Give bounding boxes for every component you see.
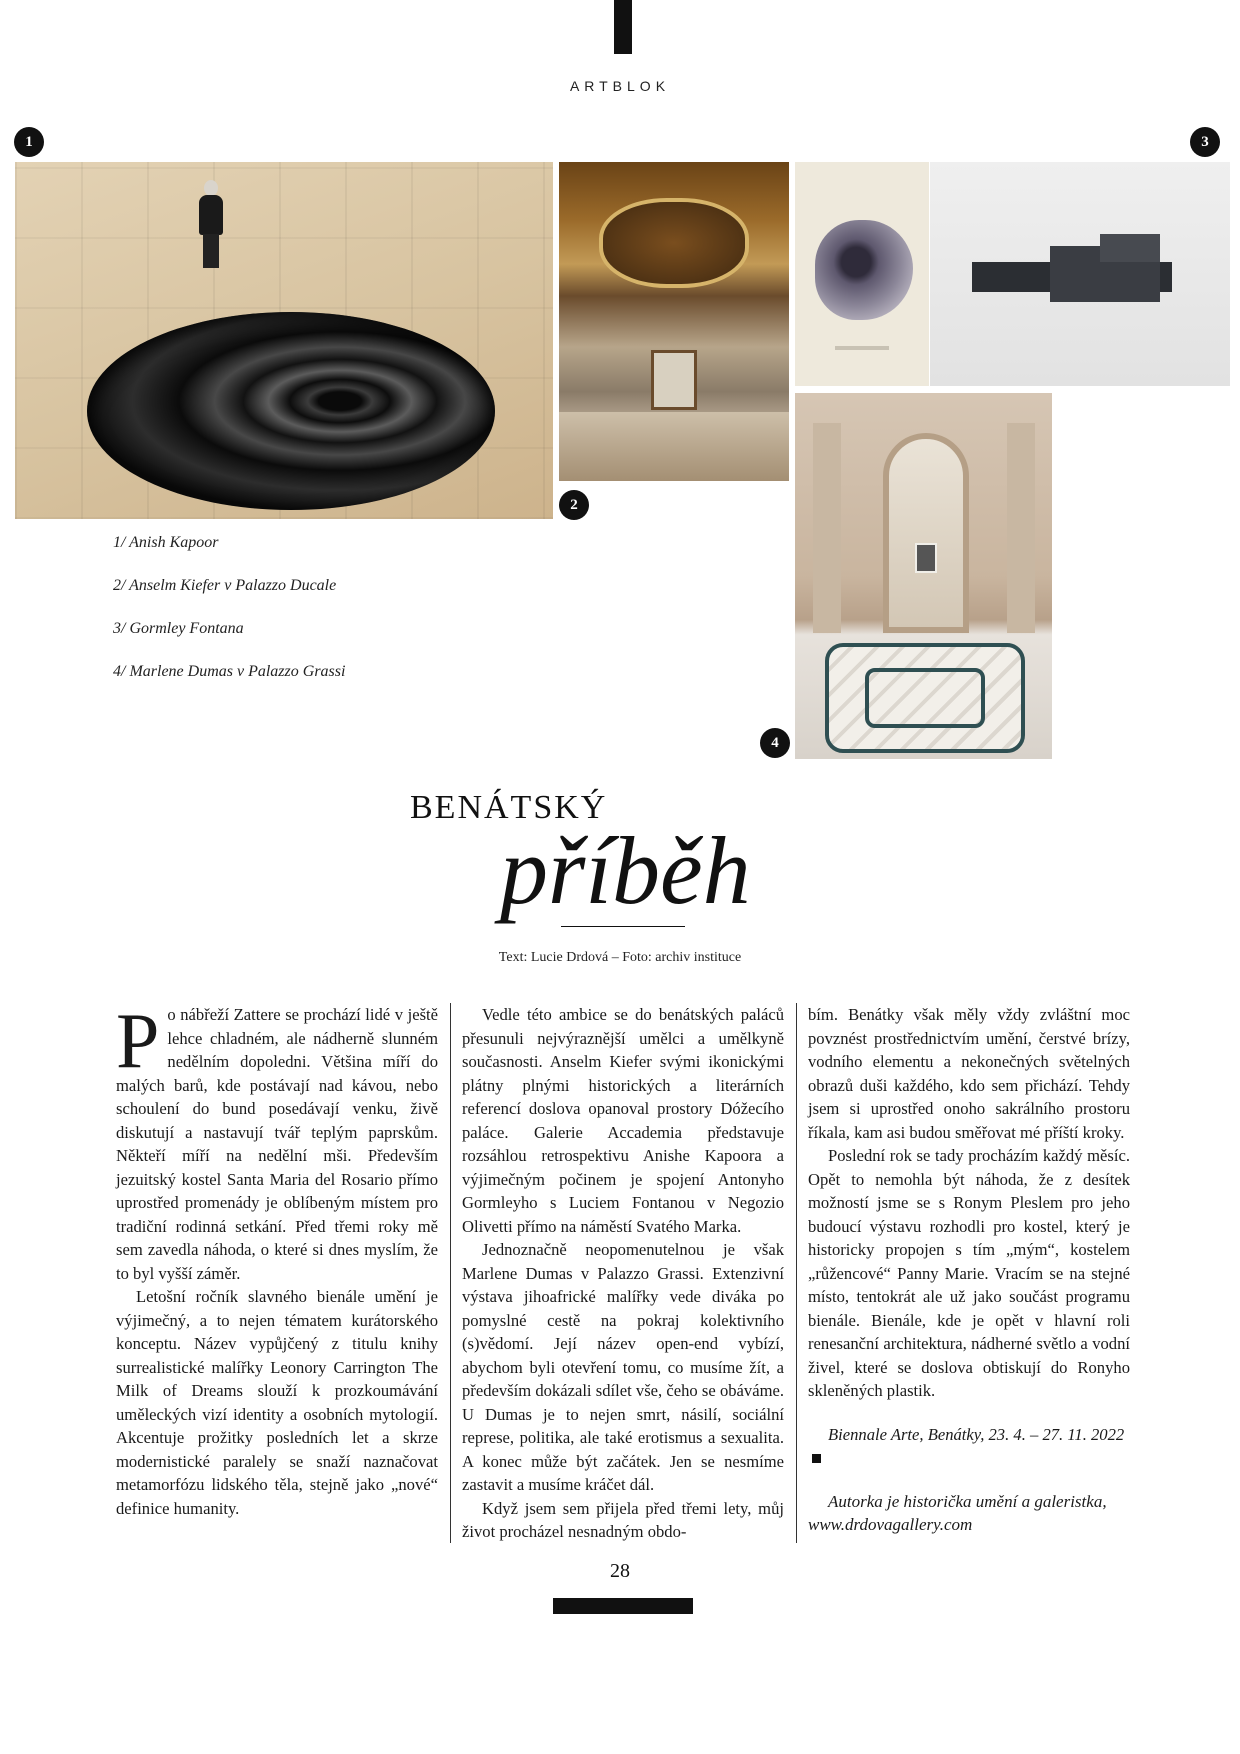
hall-floor	[559, 412, 789, 481]
event-text: Biennale Arte, Benátky, 23. 4. – 27. 11. 2022	[828, 1424, 1125, 1444]
pillar-left	[813, 423, 841, 633]
photo-number-1: 1	[14, 127, 44, 157]
author-website-link[interactable]: www.drdovagallery.com	[808, 1515, 973, 1534]
paragraph-5: Když jsem sem přijela před třemi lety, můj život procházel nesnadným obdo-	[462, 1498, 784, 1541]
end-mark	[812, 1454, 821, 1463]
caption-3: 3/ Gormley Fontana	[113, 620, 244, 637]
event-info	[808, 1423, 1130, 1470]
photo-anish-kapoor	[15, 162, 553, 519]
section-label: ARTBLOK	[569, 78, 671, 94]
artist-figure	[197, 180, 225, 268]
author-line-1: Autorka je historička umění a galeristka,	[828, 1491, 1107, 1511]
artwork-label-mark	[835, 346, 889, 350]
photo-number-4: 4	[760, 728, 790, 758]
author-note	[808, 1490, 1130, 1537]
photo-palazzo-ducale	[559, 162, 789, 481]
headline-script: příběh	[500, 817, 751, 924]
headline-rule	[561, 926, 685, 927]
marble-floor-inlay	[865, 668, 985, 728]
article-credit: Text: Lucie Drdová – Foto: archiv instituce	[498, 950, 742, 965]
caption-2: 2/ Anselm Kiefer v Palazzo Ducale	[113, 577, 337, 594]
photo-gormley-sculpture	[930, 162, 1230, 386]
paragraph-1	[116, 997, 438, 1285]
page-number: 28	[610, 1560, 630, 1582]
ceiling-painting	[599, 198, 749, 288]
article-body	[116, 997, 1131, 1543]
caption-1: 1/ Anish Kapoor	[113, 534, 219, 551]
headline-top: BENÁTSKÝ	[410, 789, 608, 826]
corridor-arch	[883, 433, 969, 633]
paragraph-3: Vedle této ambice se do benátských paláců přesunuli nejvýraznější umělci a umělkyně současnosti. Anselm Kiefer svými ikonickými plátny plnými historických a literárních referencí doslova opanoval prostory Dóžecího paláce. Galerie Accademia představuje rozsáhlou retrospektivu Anishe Kapoora a výjimečným počinem je spojení Antonyho Gormleyho s Luciem Fontanou v Negozio Olivetti přímo na náměstí Svatého Marka.	[462, 1005, 784, 1236]
dumas-painting	[915, 543, 937, 573]
top-bar-decoration	[614, 0, 632, 54]
drop-cap: P	[116, 997, 160, 1084]
fontana-blob	[815, 220, 913, 320]
photo-number-2: 2	[559, 490, 589, 520]
vortex-artwork	[87, 312, 495, 510]
caption-4: 4/ Marlene Dumas v Palazzo Grassi	[113, 663, 346, 680]
article-column-1	[116, 997, 438, 1543]
column-divider-1	[450, 1003, 451, 1543]
photo-number-3: 3	[1190, 127, 1220, 157]
article-column-2	[462, 1003, 784, 1543]
paragraph-4: Jednoznačně neopomenutelnou je však Marlene Dumas v Palazzo Grassi. Extenzivní výstava jihoafrické malířky vede diváka po pomyslné cestě na pokraj kolektivního (s)vědomí. Její název open-end vybízí, abychom byli otevření tomu, co musíme žít, a především dokázali sdílet vše, čeho se obáváme. U Dumas je to nejen smrt, násilí, sociální represe, politika, ale také erotismus a sexualita. A konec může být začátek. Jen se nesmíme zastavit a musíme kráčet dál.	[462, 1240, 784, 1494]
paragraph-1-text: o nábřeží Zattere se prochází lidé v ještě lehce chladném, ale nádherně slunném nedělním dopoledni. Většina míří do malých barů, kde postávají nad kávou, nebo schoulení do bund posedávají venku, živě diskutují a nastavují tvář teplým paprskům. Někteří míří na nedělní mši. Především jezuitský kostel Santa Maria del Rosario přímo uprostřed promenády je oblíbeným místem pro tradiční rodinná setkání. Před třemi roky mě sem zavedla náhoda, o které si dnes myslím, že to byl vyšší záměr.	[116, 1005, 438, 1283]
bottom-bar-decoration	[553, 1598, 693, 1614]
pillar-right	[1007, 423, 1035, 633]
photo-palazzo-grassi	[795, 393, 1052, 759]
article-column-3	[808, 1003, 1130, 1543]
sculpture-top	[1100, 234, 1160, 262]
photo-captions	[113, 533, 533, 705]
hall-doorway	[651, 350, 697, 410]
column-divider-2	[796, 1003, 797, 1543]
paragraph-6: bím. Benátky však měly vždy zvláštní moc povznést prostřednictvím umění, čerstvé brízy, vodního elementu a nekonečných světelných obrazů duši každého, kdo sem přichází. Tehdy jsem si uprostřed onoho sakrálního prostoru říkala, kam asi budou směřovat mé příští kroky.	[808, 1005, 1130, 1142]
photo-fontana-artwork	[795, 162, 929, 386]
paragraph-7: Poslední rok se tady procházím každý měsíc. Opět to nemohla být náhoda, že z desítek možností jsme se s Ronym Pleslem pro jeho budoucí výstavu rozhodli pro kostel, který je historicky propojen s tím „mým“, kostelem „růžencové“ Panny Marie. Vracím se na stejné místo, tentokrát ale už jako součást programu bienále. Bienále, kde je opět v hlavní roli renesanční architektura, nádherné světlo a vodní živel, které se doslova obtiskují do Ronyho skleněných plastik.	[808, 1146, 1130, 1400]
paragraph-2: Letošní ročník slavného bienále umění je výjimečný, a to nejen tématem kurátorského konceptu. Název vypůjčený z titulu knihy surrealistické malířky Leonory Carrington The Milk of Dreams slouží k prozkoumávání uměleckých vizí identity a osobních mytologií. Akcentuje prožitky posledních let a skrze modernistické paralely se snaží naznačovat metamorfózu lidského těla, stejně jako „nové“ definice humanity.	[116, 1287, 438, 1518]
